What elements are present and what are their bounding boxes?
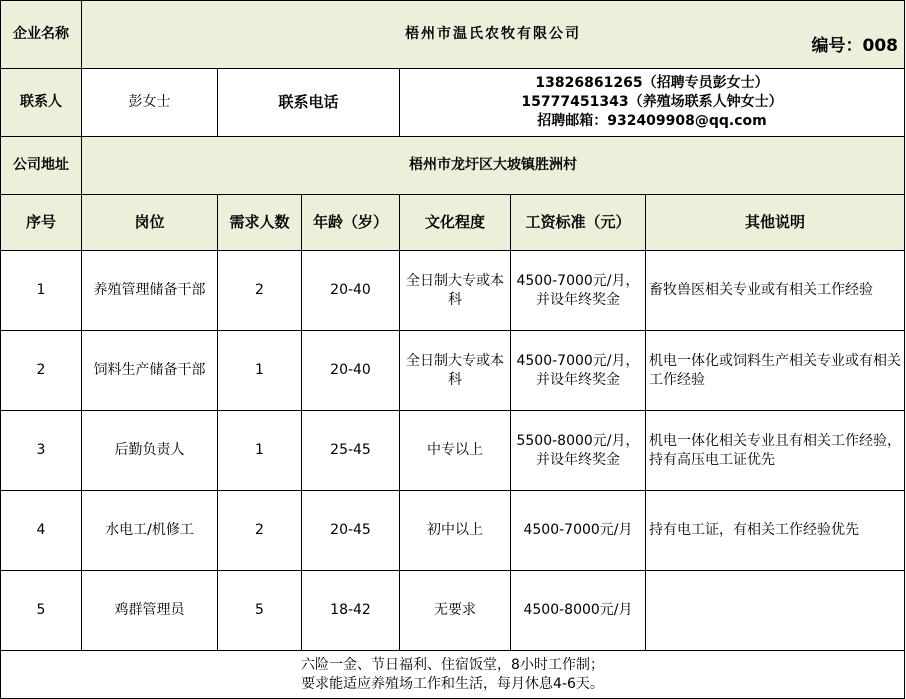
header-no[interactable]: 序号 (1, 195, 82, 251)
footer-notes[interactable] (1, 651, 905, 699)
header-position[interactable]: 岗位 (82, 195, 218, 251)
table-header-row (1, 195, 905, 251)
cell-education[interactable]: 全日制大专或本科 (400, 331, 511, 411)
company-name: 梧州市温氏农牧有限公司 (405, 26, 581, 42)
header-count[interactable]: 需求人数 (218, 195, 302, 251)
cell-salary[interactable]: 4500-7000元/月，并设年终奖金 (511, 251, 646, 331)
cell-position[interactable]: 养殖管理储备干部 (82, 251, 218, 331)
cell-count[interactable]: 1 (218, 411, 302, 491)
cell-position[interactable]: 后勤负责人 (82, 411, 218, 491)
table-row (1, 331, 905, 411)
cell-age[interactable]: 25-45 (302, 411, 400, 491)
cell-salary[interactable]: 4500-8000元/月 (511, 571, 646, 651)
contact-phone-label[interactable]: 联系电话 (218, 69, 400, 137)
cell-no[interactable]: 5 (1, 571, 82, 651)
address-label[interactable]: 公司地址 (1, 137, 82, 195)
cell-salary[interactable]: 4500-7000元/月 (511, 491, 646, 571)
cell-education[interactable]: 全日制大专或本科 (400, 251, 511, 331)
cell-age[interactable]: 20-40 (302, 251, 400, 331)
header-salary[interactable]: 工资标准（元） (511, 195, 646, 251)
contact-person[interactable]: 彭女士 (82, 69, 218, 137)
cell-position[interactable]: 水电工/机修工 (82, 491, 218, 571)
contact-person-label[interactable]: 联系人 (1, 69, 82, 137)
cell-education[interactable]: 无要求 (400, 571, 511, 651)
cell-notes[interactable]: 机电一体化相关专业且有相关工作经验，持有高压电工证优先 (646, 411, 905, 491)
header-education[interactable]: 文化程度 (400, 195, 511, 251)
cell-notes[interactable]: 持有电工证，有相关工作经验优先 (646, 491, 905, 571)
cell-salary[interactable]: 5500-8000元/月，并设年终奖金 (511, 411, 646, 491)
cell-no[interactable]: 4 (1, 491, 82, 571)
header-age[interactable]: 年龄（岁） (302, 195, 400, 251)
cell-position[interactable]: 饲料生产储备干部 (82, 331, 218, 411)
contact-phone-line-2: 15777451343（养殖场联系人钟女士） (521, 94, 783, 110)
cell-education[interactable]: 中专以上 (400, 411, 511, 491)
cell-notes[interactable]: 机电一体化或饲料生产相关专业或有相关工作经验 (646, 331, 905, 411)
cell-salary[interactable]: 4500-7000元/月，并设年终奖金 (511, 331, 646, 411)
cell-count[interactable]: 1 (218, 331, 302, 411)
table-row (1, 411, 905, 491)
cell-count[interactable]: 5 (218, 571, 302, 651)
cell-education[interactable]: 初中以上 (400, 491, 511, 571)
company-row (1, 1, 905, 69)
cell-age[interactable]: 20-45 (302, 491, 400, 571)
address-value[interactable]: 梧州市龙圩区大坡镇胜洲村 (82, 137, 905, 195)
table-row (1, 571, 905, 651)
contact-email-line: 招聘邮箱：932409908@qq.com (537, 113, 767, 129)
company-name-label[interactable]: 企业名称 (1, 1, 82, 69)
cell-no[interactable]: 3 (1, 411, 82, 491)
company-name-cell[interactable] (82, 1, 905, 69)
cell-age[interactable]: 18-42 (302, 571, 400, 651)
table-row (1, 251, 905, 331)
cell-age[interactable]: 20-40 (302, 331, 400, 411)
header-notes[interactable]: 其他说明 (646, 195, 905, 251)
cell-no[interactable]: 1 (1, 251, 82, 331)
cell-no[interactable]: 2 (1, 331, 82, 411)
cell-notes[interactable] (646, 571, 905, 651)
cell-count[interactable]: 2 (218, 491, 302, 571)
footer-line-2: 要求能适应养殖场工作和生活，每月休息4-6天。 (301, 675, 604, 692)
contact-row (1, 69, 905, 137)
footer-row (1, 651, 905, 699)
footer-line-1: 六险一金、节日福利、住宿饭堂，8小时工作制； (301, 656, 604, 673)
cell-notes[interactable]: 畜牧兽医相关专业或有相关工作经验 (646, 251, 905, 331)
cell-count[interactable]: 2 (218, 251, 302, 331)
document-code: 编号：008 (811, 36, 898, 56)
contact-phone-line-1: 13826861265（招聘专员彭女士） (535, 75, 769, 91)
cell-position[interactable]: 鸡群管理员 (82, 571, 218, 651)
table-row (1, 491, 905, 571)
contact-phone-cell[interactable] (400, 69, 905, 137)
address-row (1, 137, 905, 195)
